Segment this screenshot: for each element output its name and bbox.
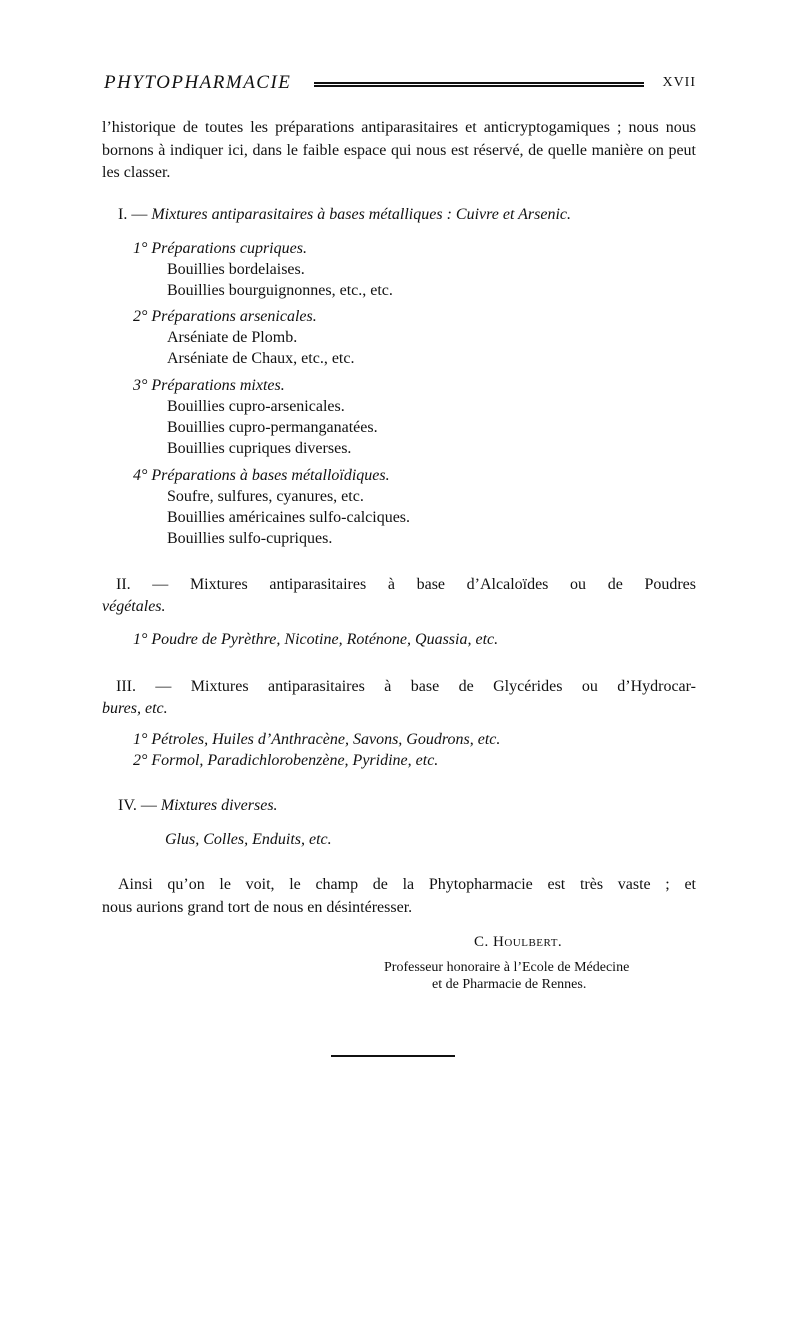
section-1-number: I. — [118, 206, 148, 223]
section-2-heading [102, 574, 696, 618]
section-3-heading-line2: bures, etc. [102, 700, 168, 717]
intro-paragraph: l’historique de toutes les préparations antiparasitaires et anticryptogamiques ; nous nous bornons à indiquer ici, dans le faible espace qui nous est réservé, de quelle manière on peut les classer. [102, 119, 696, 181]
list-item: Soufre, sulfures, cyanures, etc. [167, 488, 364, 505]
section-1-title: Mixtures antiparasitaires à bases métalliques : Cuivre et Arsenic. [151, 206, 571, 223]
closing-paragraph [102, 874, 696, 919]
closing-line2: nous aurions grand tort de nous en désintéresser. [102, 898, 413, 916]
category-heading: 3° Préparations mixtes. [133, 377, 285, 394]
section-2-heading-line1: II. — Mixtures antiparasitaires à base d’Alcaloïdes ou de Poudres [116, 576, 696, 593]
section-4-heading [118, 795, 712, 817]
page-header [104, 70, 696, 100]
section-2-item: 1° Poudre de Pyrèthre, Nicotine, Roténone, Quassia, etc. [133, 631, 499, 648]
category-heading: 2° Préparations arsenicales. [133, 308, 317, 325]
author-surname: Houlbert. [493, 934, 563, 950]
section-2-heading-line2: végétales. [102, 598, 166, 615]
section-3-item: 1° Pétroles, Huiles d’Anthracène, Savons, Goudrons, etc. [133, 731, 501, 748]
page-number: XVII [662, 75, 696, 90]
author-initial: C. [474, 934, 489, 950]
section-3-item: 2° Formol, Paradichlorobenzène, Pyridine, etc. [133, 752, 439, 769]
section-4-item: Glus, Colles, Enduits, etc. [165, 831, 332, 848]
running-title: PHYTOPHARMACIE [104, 72, 292, 93]
author-affiliation-line2: et de Pharmacie de Rennes. [432, 977, 587, 992]
list-item: Bouillies américaines sulfo-calciques. [167, 509, 411, 526]
section-4-number: IV. — [118, 797, 157, 814]
list-item: Arséniate de Chaux, etc., etc. [167, 350, 355, 367]
section-3-heading [102, 676, 696, 720]
header-double-rule [314, 82, 644, 87]
section-4-title: Mixtures diverses. [160, 797, 278, 814]
author-signature [474, 934, 562, 951]
list-item: Bouillies bourguignonnes, etc., etc. [167, 282, 393, 299]
closing-line1: Ainsi qu’on le voit, le champ de la Phytopharmacie est très vaste ; et [118, 876, 696, 893]
category-heading: 1° Préparations cupriques. [133, 240, 307, 257]
section-1-heading [118, 204, 712, 226]
end-rule [331, 1055, 455, 1057]
list-item: Bouillies bordelaises. [167, 261, 305, 278]
list-item: Bouillies cupriques diverses. [167, 440, 352, 457]
section-3-heading-line1: III. — Mixtures antiparasitaires à base de Glycérides ou d’Hydrocar- [116, 678, 696, 695]
category-heading: 4° Préparations à bases métalloïdiques. [133, 467, 390, 484]
author-affiliation-line1: Professeur honoraire à l’Ecole de Médecine [384, 960, 630, 975]
list-item: Arséniate de Plomb. [167, 329, 298, 346]
list-item: Bouillies cupro-permanganatées. [167, 419, 378, 436]
list-item: Bouillies cupro-arsenicales. [167, 398, 345, 415]
list-item: Bouillies sulfo-cupriques. [167, 530, 333, 547]
